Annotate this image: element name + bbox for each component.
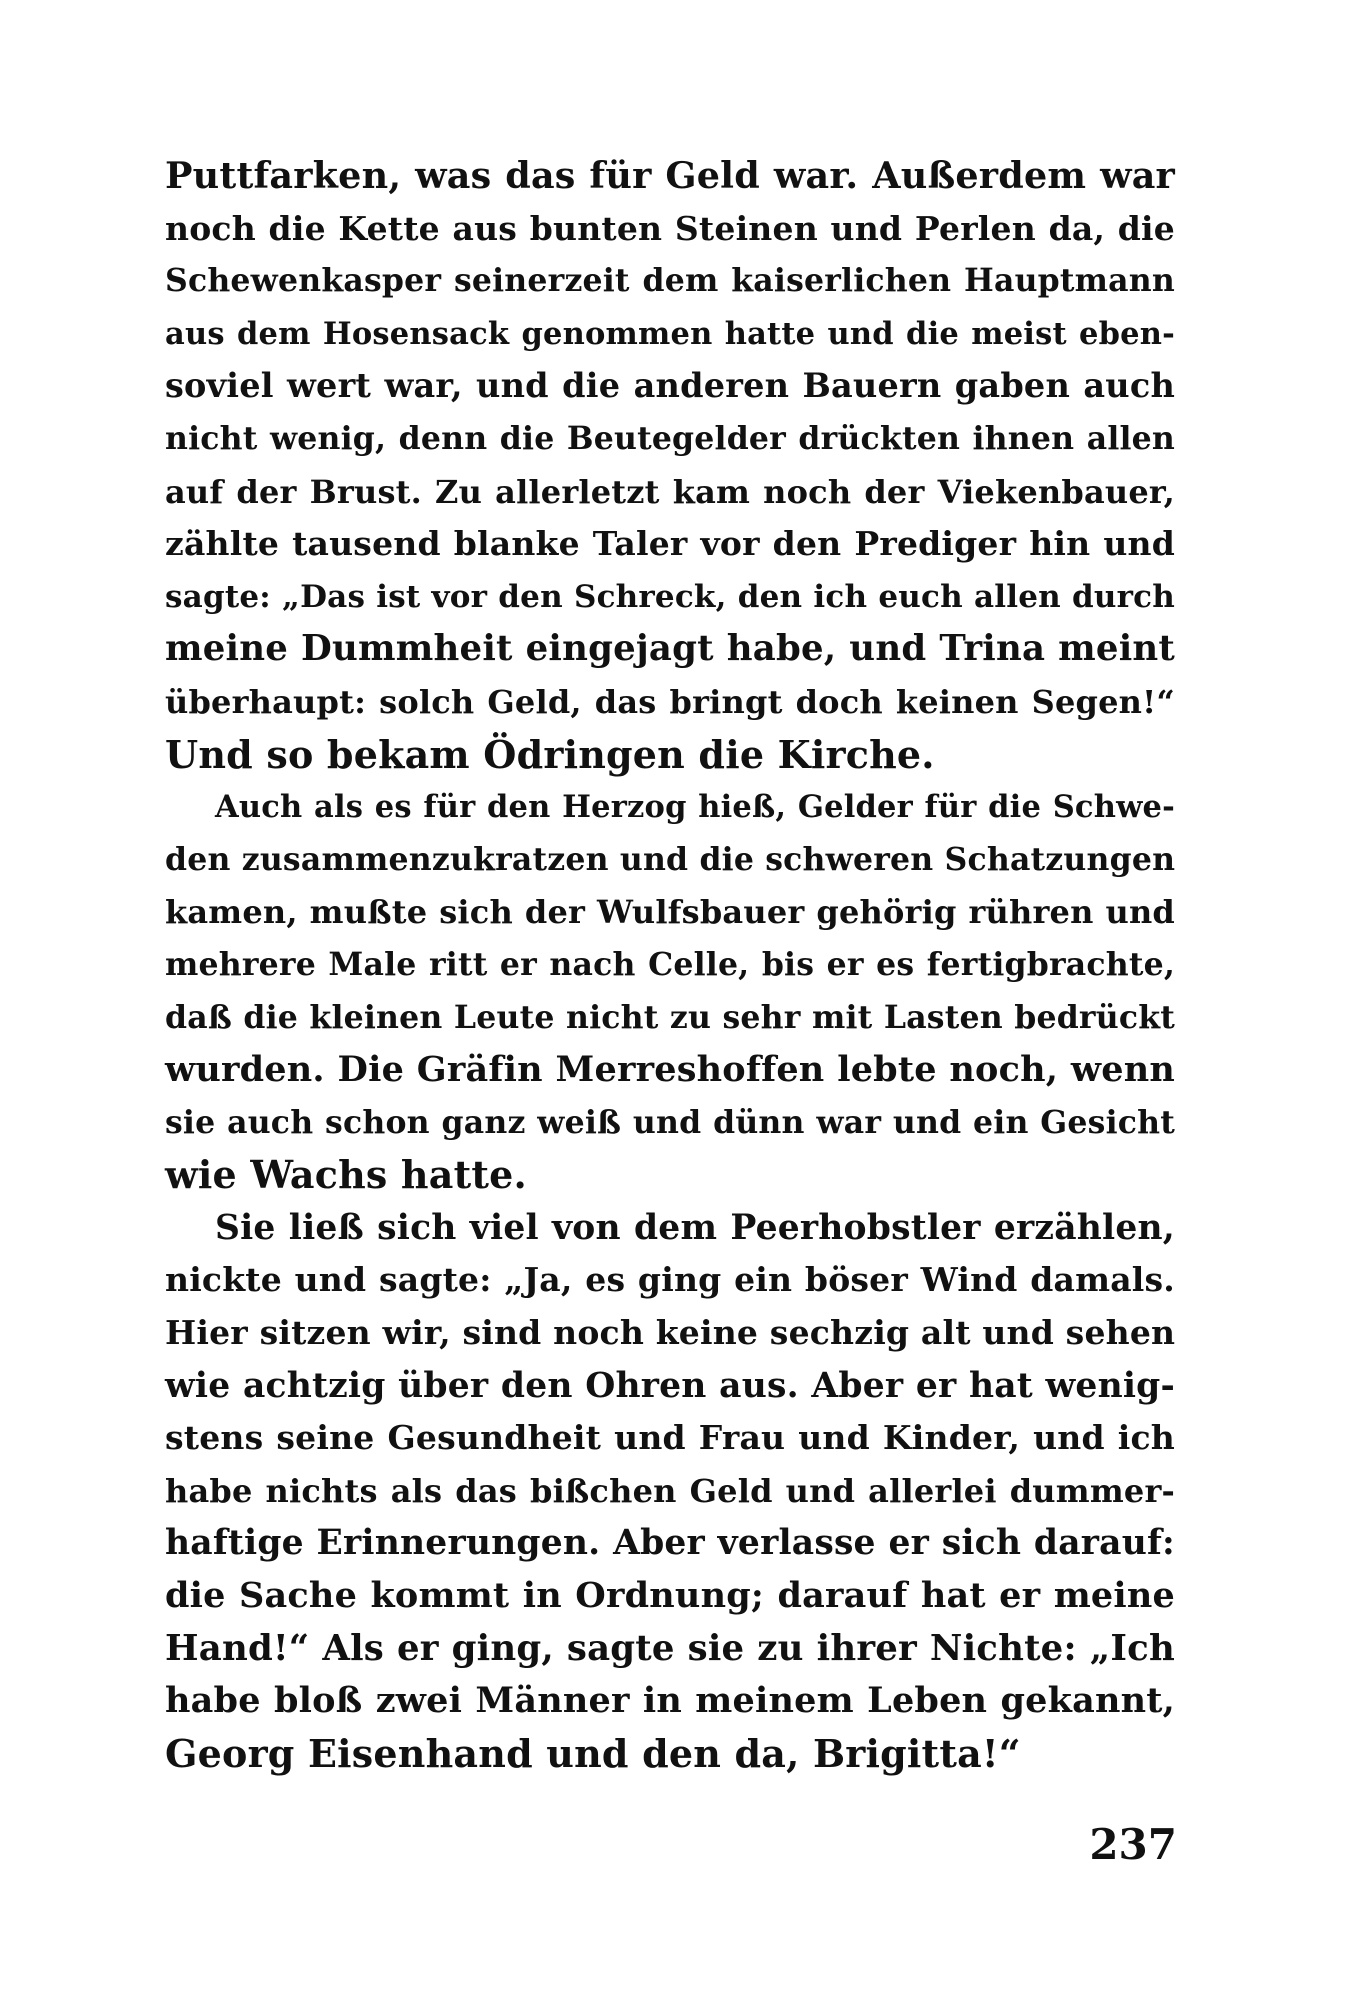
text-line: Schewenkasper seinerzeit dem kaiserlichen Hauptmann xyxy=(165,262,1175,300)
text-line: zählte tausend blanke Taler vor den Prediger hin und xyxy=(165,524,1175,564)
text-line: Puttfarken, was das für Geld war. Außerdem war xyxy=(165,154,1175,197)
text-line: die Sache kommt in Ordnung; darauf hat er meine xyxy=(165,1575,1175,1617)
text-line: nickte und sagte: „Ja, es ging ein böser Wind damals. xyxy=(165,1260,1175,1300)
text-line: Und so bekam Ödringen die Kirche. xyxy=(165,731,935,777)
page-number: 237 xyxy=(1089,1820,1177,1869)
text-line: wie Wachs hatte. xyxy=(165,1152,527,1198)
text-line: soviel wert war, und die anderen Bauern gaben auch xyxy=(165,366,1175,406)
text-line: wurden. Die Gräfin Merreshoffen lebte noch, wenn xyxy=(165,1049,1175,1091)
text-line: meine Dummheit eingejagt habe, und Trina meint xyxy=(165,628,1175,670)
text-line: Hand!“ Als er ging, sagte sie zu ihrer Nichte: „Ich xyxy=(165,1627,1175,1669)
text-line: Hier sitzen wir, sind noch keine sechzig alt und sehen xyxy=(165,1313,1176,1353)
text-line: sie auch schon ganz weiß und dünn war und ein Gesicht xyxy=(165,1103,1175,1141)
body-text xyxy=(165,150,1175,1780)
text-line: nicht wenig, denn die Beutegelder drückten ihnen allen xyxy=(165,419,1175,457)
text-line: Auch als es für den Herzog hieß, Gelder für die Schwe- xyxy=(215,789,1175,826)
text-line: noch die Kette aus bunten Steinen und Perlen da, die xyxy=(165,208,1175,248)
text-line: habe nichts als das bißchen Geld und allerlei dummer- xyxy=(165,1471,1175,1510)
text-line: Georg Eisenhand und den da, Brigitta!“ xyxy=(165,1730,1021,1776)
text-line: wie achtzig über den Ohren aus. Aber er hat wenig- xyxy=(165,1365,1175,1406)
text-line: Sie ließ sich viel von dem Peerhobstler erzählen, xyxy=(215,1207,1175,1248)
paragraph-2 xyxy=(165,781,1175,1202)
text-line: sagte: „Das ist vor den Schreck, den ich euch allen durch xyxy=(165,578,1175,615)
text-line: den zusammenzukratzen und die schweren Schatzungen xyxy=(165,840,1176,878)
paragraph-1 xyxy=(165,150,1175,781)
text-line: überhaupt: solch Geld, das bringt doch keinen Segen!“ xyxy=(165,682,1175,721)
text-line: haftige Erinnerungen. Aber verlasse er sich darauf: xyxy=(165,1523,1175,1564)
text-line: auf der Brust. Zu allerletzt kam noch der Viekenbauer, xyxy=(165,472,1175,511)
text-line: kamen, mußte sich der Wulfsbauer gehörig rühren und xyxy=(165,893,1175,932)
text-line: habe bloß zwei Männer in meinem Leben gekannt, xyxy=(165,1680,1175,1722)
text-line: daß die kleinen Leute nicht zu sehr mit Lasten bedrückt xyxy=(165,998,1175,1036)
paragraph-3 xyxy=(165,1202,1175,1781)
text-line: aus dem Hosensack genommen hatte und die meist eben- xyxy=(165,315,1175,352)
text-line: mehrere Male ritt er nach Celle, bis er es fertigbrachte, xyxy=(165,945,1175,983)
text-line: stens seine Gesundheit und Frau und Kinder, und ich xyxy=(165,1418,1175,1458)
